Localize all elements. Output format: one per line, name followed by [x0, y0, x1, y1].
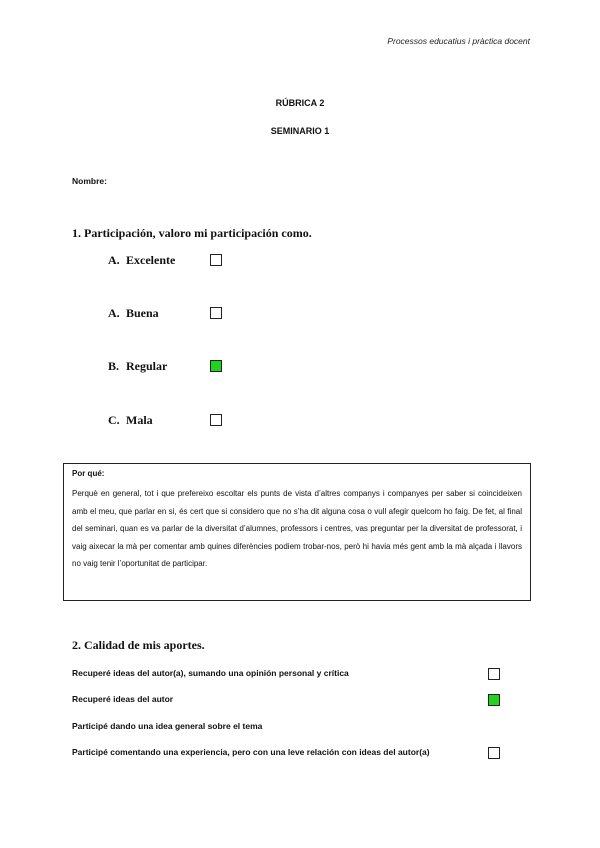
checkbox-criterion-1[interactable]: [488, 668, 500, 680]
option-label: Excelente: [126, 253, 176, 267]
checkbox-criterion-2[interactable]: [488, 694, 500, 706]
option-label: Buena: [126, 306, 159, 320]
criterion-2: Recuperé ideas del autor: [72, 694, 174, 704]
name-label: Nombre:: [72, 176, 107, 186]
checkbox-buena[interactable]: [210, 307, 222, 319]
option-label: Regular: [126, 359, 168, 373]
option-letter: A.: [108, 253, 120, 267]
checkbox-mala[interactable]: [210, 414, 222, 426]
checkbox-criterion-4[interactable]: [488, 747, 500, 759]
option-letter: A.: [108, 306, 120, 320]
reason-box: [63, 463, 531, 601]
reason-text: Perquè en general, tot i que prefereixo escoltar els punts de vista d’altres companys i companyes per saber si coincideixen amb el meu, que parlar en si, és cert que si considero que no s’ha dit alguna cosa o vull afegir quelcom ho faig. De fet, al final del seminari, quan es va parlar de la diversitat d’alumnes, professors i centres, vas preguntar per la diversitat de professorat, i vaig aixecar la mà per comentar amb quines diferències podiem trobar-nos, però hi havia més gent amb la mà alçada i llavors no vaig tenir l’oportunitat de participar.: [72, 489, 522, 568]
checkbox-excelente[interactable]: [210, 254, 222, 266]
criterion-4: Participé comentando una experiencia, pero con una leve relación con ideas del autor(a): [72, 747, 430, 757]
option-letter: B.: [108, 359, 120, 373]
page-header: Processos educatius i pràctica docent: [387, 36, 530, 46]
seminar-subtitle: SEMINARIO 1: [270, 126, 330, 136]
criterion-1: Recuperé ideas del autor(a), sumando una opinión personal y crítica: [72, 668, 349, 678]
option-label: Mala: [126, 413, 153, 427]
criterion-3: Participé dando una idea general sobre el tema: [72, 721, 263, 731]
checkbox-regular[interactable]: [210, 360, 222, 372]
question-2-title: 2. Calidad de mis aportes.: [72, 638, 205, 652]
option-letter: C.: [108, 413, 120, 427]
reason-title: Por qué:: [72, 469, 105, 478]
question-1-title: 1. Participación, valoro mi participación como.: [72, 226, 312, 240]
rubric-title: RÚBRICA 2: [275, 98, 325, 108]
